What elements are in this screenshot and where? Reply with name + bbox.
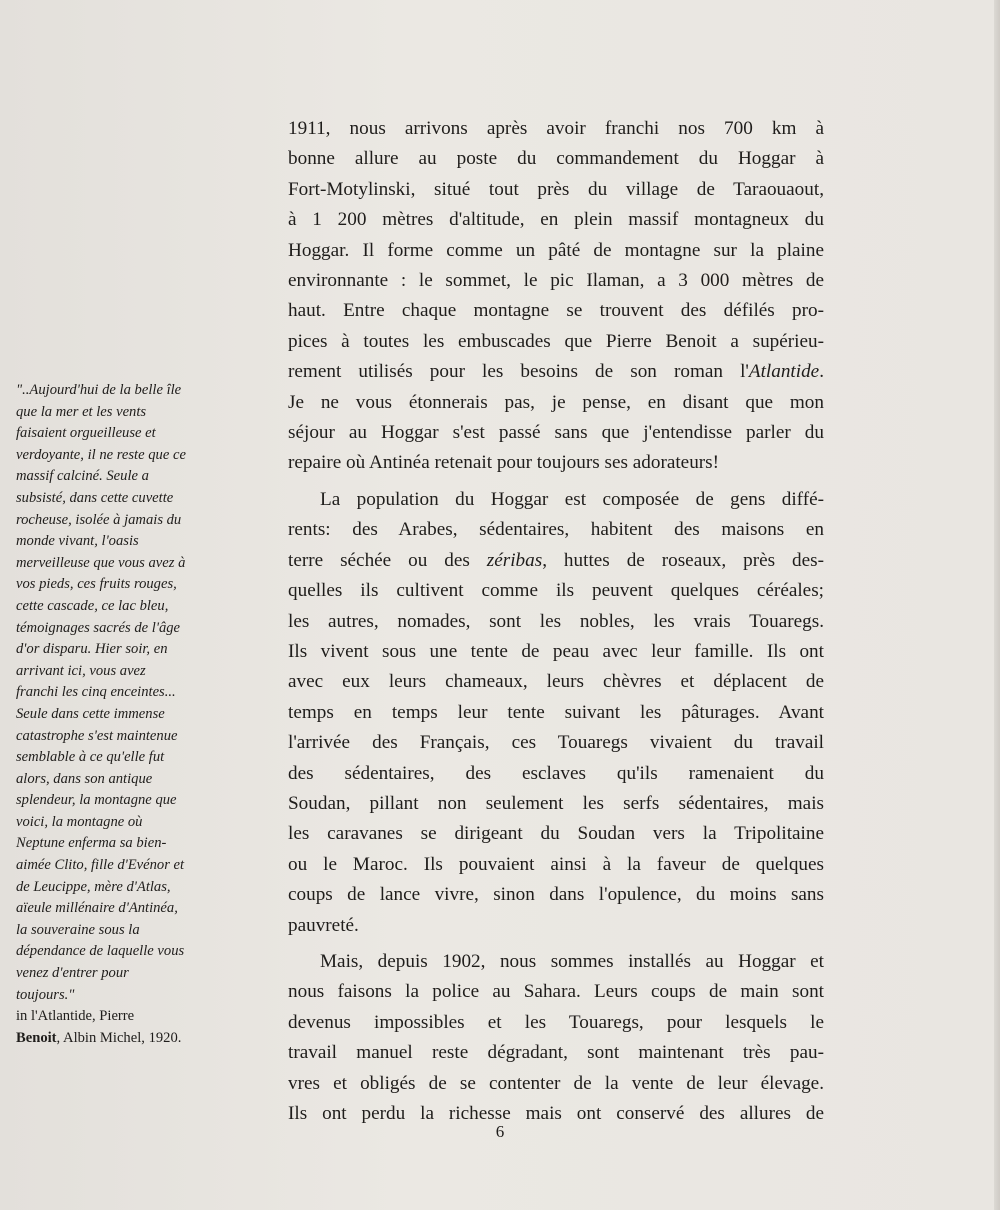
paragraph-line: haut. Entre chaque montagne se trouvent des défilés pro-: [288, 300, 824, 322]
quote-line: massif calciné. Seule a: [16, 468, 149, 485]
quote-line: Neptune enferma sa bien-: [16, 835, 167, 852]
paragraph-line: Je ne vous étonnerais pas, je pense, en disant que mon: [288, 391, 824, 413]
paragraph-line: La population du Hoggar est composée de gens diffé-: [320, 488, 824, 510]
paragraph-line: [288, 546, 824, 576]
main-text: [288, 114, 824, 1129]
text-run: , huttes de roseaux, près des-: [542, 549, 824, 571]
quote-line: cette cascade, ce lac bleu,: [16, 597, 169, 614]
paragraph-line: rents: des Arabes, sédentaires, habitent des maisons en: [288, 519, 824, 541]
paragraph-line: temps en temps leur tente suivant les pâturages. Avant: [288, 701, 824, 723]
quote-line: verdoyante, il ne reste que ce: [16, 446, 186, 463]
text-run: rement utilisés pour les besoins de son roman l': [288, 361, 749, 383]
quote-line: aïeule millénaire d'Antinéa,: [16, 900, 178, 917]
quote-line: merveilleuse que vous avez à: [16, 554, 186, 571]
paragraph-2: [288, 576, 824, 941]
quote-line: aimée Clito, fille d'Evénor et: [16, 857, 185, 874]
paragraph-line: Ils vivent sous une tente de peau avec leur famille. Ils ont: [288, 640, 824, 662]
paragraph-line: avec eux leurs chameaux, leurs chèvres et déplacent de: [288, 671, 824, 693]
paragraph-line: travail manuel reste dégradant, sont maintenant très pau-: [288, 1042, 824, 1064]
quote-line: d'or disparu. Hier soir, en: [16, 641, 168, 658]
quote-line: venez d'entrer pour: [16, 965, 129, 982]
paragraph-line: Ils ont perdu la richesse mais ont conservé des allures de: [288, 1103, 824, 1124]
paragraph-line: [288, 357, 824, 387]
book-title: Atlantide: [748, 361, 820, 383]
citation-publisher: , Albin Michel, 1920.: [56, 1029, 182, 1046]
paragraph-line: devenus impossibles et les Touaregs, pour lesquels le: [288, 1011, 824, 1033]
quote-line: vos pieds, ces fruits rouges,: [16, 576, 177, 593]
quote-line: toujours.": [16, 986, 75, 1003]
italic-term: zéribas: [486, 549, 543, 571]
citation-source: [16, 1028, 256, 1050]
quote-line: faisaient orgueilleuse et: [16, 425, 156, 442]
page-edge-shadow: [994, 0, 1000, 1210]
paragraph-1: [288, 114, 824, 357]
paragraph-line: nous faisons la police au Sahara. Leurs coups de main sont: [288, 981, 824, 1003]
paragraph-line: coups de lance vivre, sinon dans l'opulence, du moins sans: [288, 884, 824, 906]
paragraph-line: des sédentaires, des esclaves qu'ils ramenaient du: [288, 762, 824, 784]
paragraph-line: les caravanes se dirigeant du Soudan vers la Tripolitaine: [288, 823, 824, 845]
citation-line-1: in l'Atlantide, Pierre: [16, 1008, 135, 1025]
paragraph-line: bonne allure au poste du commandement du Hoggar à: [288, 148, 824, 170]
paragraph-line: Mais, depuis 1902, nous sommes installés au Hoggar et: [320, 950, 824, 972]
paragraph-line: repaire où Antinéa retenait pour toujours ses adorateurs!: [288, 452, 720, 474]
paragraph-line: environnante : le sommet, le pic Ilaman, a 3 000 mètres de: [288, 270, 824, 292]
paragraph-1-end: [288, 388, 824, 479]
quote-line: franchi les cinq enceintes...: [16, 684, 176, 701]
quote-line: que la mer et les vents: [16, 403, 147, 420]
quote-line: de Leucippe, mère d'Atlas,: [16, 878, 171, 895]
quote-line: la souveraine sous la: [16, 921, 140, 938]
quote-line: témoignages sacrés de l'âge: [16, 619, 181, 636]
paragraph-3: [288, 947, 824, 1129]
page-number: 6: [495, 1122, 505, 1141]
sidebar-quote: [16, 380, 256, 1049]
paragraph-line: Fort-Motylinski, situé tout près du village de Taraouaout,: [288, 178, 824, 200]
quote-line: monde vivant, l'oasis: [16, 533, 139, 550]
quote-line: catastrophe s'est maintenue: [16, 727, 178, 744]
quote-line: voici, la montagne où: [16, 813, 143, 830]
quote-line: "..Aujourd'hui de la belle île: [16, 382, 182, 398]
citation: [16, 1006, 256, 1028]
quote-line: subsisté, dans cette cuvette: [16, 489, 174, 506]
paragraph-line: quelles ils cultivent comme ils peuvent quelques céréales;: [288, 580, 824, 602]
paragraph-line: ou le Maroc. Ils pouvaient ainsi à la faveur de quelques: [288, 853, 824, 875]
quote-line: arrivant ici, vous avez: [16, 662, 146, 679]
quote-line: rocheuse, isolée à jamais du: [16, 511, 182, 528]
paragraph-line: à 1 200 mètres d'altitude, en plein massif montagneux du: [288, 209, 824, 231]
quote-line: semblable à ce qu'elle fut: [16, 749, 165, 766]
quote-line: alors, dans son antique: [16, 770, 153, 787]
quote-line: Seule dans cette immense: [16, 705, 165, 722]
text-run: .: [819, 361, 824, 383]
paragraph-line: Soudan, pillant non seulement les serfs sédentaires, mais: [288, 792, 824, 814]
quote-text: [16, 380, 256, 1006]
quote-line: dépendance de laquelle vous: [16, 943, 185, 960]
paragraph-line: pices à toutes les embuscades que Pierre Benoit a supérieu-: [288, 330, 824, 352]
paragraph-line: Hoggar. Il forme comme un pâté de montagne sur la plaine: [288, 239, 824, 261]
paragraph-line: pauvreté.: [288, 914, 359, 936]
paragraph-line: 1911, nous arrivons après avoir franchi nos 700 km à: [288, 118, 824, 139]
text-run: terre séchée ou des: [288, 549, 487, 571]
paragraph-line: séjour au Hoggar s'est passé sans que j'entendisse parler du: [288, 422, 824, 444]
paragraph-line: l'arrivée des Français, ces Touaregs vivaient du travail: [288, 732, 824, 754]
quote-line: splendeur, la montagne que: [16, 792, 177, 809]
paragraph-line: les autres, nomades, sont les nobles, les vrais Touaregs.: [288, 610, 824, 632]
citation-author: Benoit: [16, 1029, 57, 1046]
paragraph-line: vres et obligés de se contenter de la vente de leur élevage.: [288, 1072, 824, 1094]
